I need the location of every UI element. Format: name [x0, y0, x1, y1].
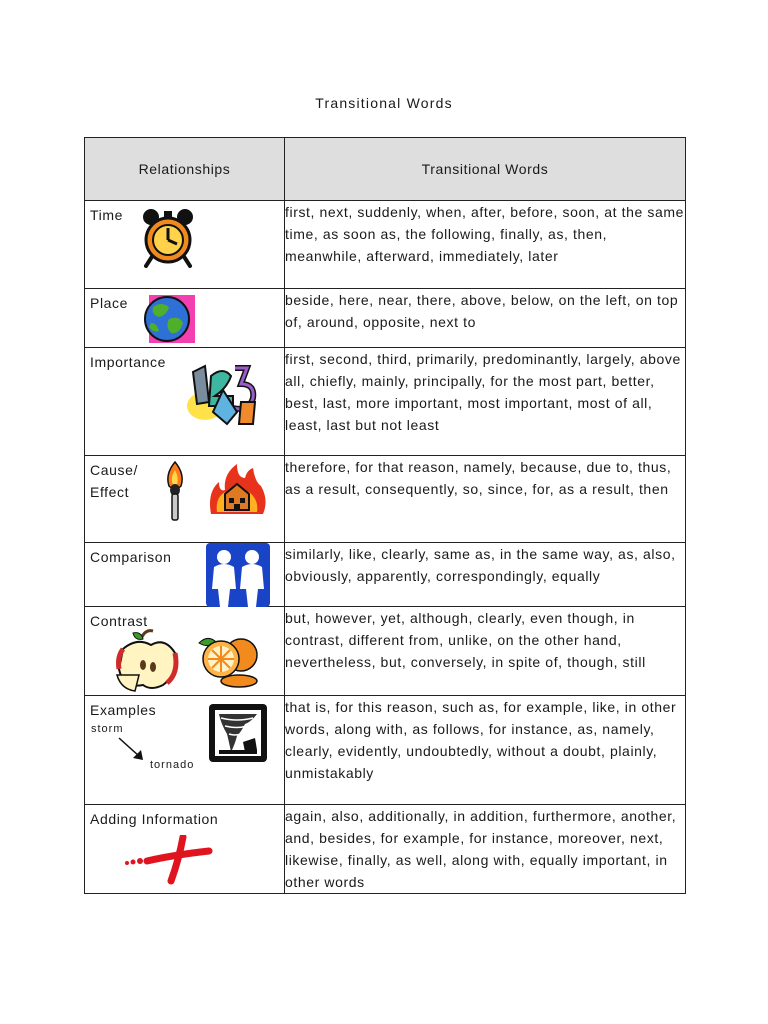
relationship-cell-place	[85, 289, 285, 348]
page-title: Transitional Words	[315, 95, 453, 111]
relationship-cell-time	[85, 201, 285, 289]
relationship-cell-examples	[85, 696, 285, 805]
transitional-words-cause-effect: therefore, for that reason, namely, because, due to, thus, as a result, consequently, so, since, for, as a result, then	[285, 456, 686, 543]
transitional-words-time: first, next, suddenly, when, after, before, soon, at the same time, as soon as, the following, finally, as, then, meanwhile, afterward, immediately, later	[285, 201, 686, 289]
relationship-cell-comparison	[85, 543, 285, 607]
plus-sign-icon	[121, 835, 213, 885]
match-icon	[161, 460, 189, 522]
example-note-tornado: tornado	[150, 759, 195, 771]
transitional-words-comparison: similarly, like, clearly, same as, in the same way, as, also, obviously, apparently, correspondingly, equally	[285, 543, 686, 607]
relationship-label: Contrast	[90, 613, 148, 629]
burning-house-icon	[207, 462, 267, 516]
header-transitional-words: Transitional Words	[285, 138, 686, 201]
alarm-clock-icon	[137, 207, 199, 269]
tornado-icon	[207, 702, 269, 764]
relationship-cell-importance	[85, 348, 285, 456]
transitional-words-contrast: but, however, yet, although, clearly, even though, in contrast, different from, unlike, on the other hand, nevertheless, but, conversely, in spite of, though, still	[285, 607, 686, 696]
relationship-cell-contrast	[85, 607, 285, 696]
globe-icon	[139, 293, 197, 345]
transitional-words-adding-information: again, also, additionally, in addition, furthermore, another, and, besides, for example, for instance, moreover, next, likewise, finally, as well, along with, equally important, in other words	[285, 805, 686, 894]
relationship-label: Adding Information	[90, 811, 219, 827]
relationship-cell-adding-information	[85, 805, 285, 894]
transitional-words-importance: first, second, third, primarily, predominantly, largely, above all, chiefly, mainly, principally, for the most part, better, best, last, more important, most important, most of all, least, last but not least	[285, 348, 686, 456]
relationship-label: Importance	[90, 354, 167, 370]
table-row	[85, 348, 686, 456]
relationship-label: Time	[90, 207, 123, 223]
table-row	[85, 805, 686, 894]
relationship-cell-cause-effect	[85, 456, 285, 543]
table-row	[85, 543, 686, 607]
table-row	[85, 201, 686, 289]
transitional-words-place: beside, here, near, there, above, below, on the left, on top of, around, opposite, next to	[285, 289, 686, 348]
apple-icon	[113, 629, 183, 693]
table-row	[85, 456, 686, 543]
transitional-words-examples: that is, for this reason, such as, for example, like, in other words, along with, as follows, for instance, as, namely, clearly, evidently, undoubtedly, without a doubt, plainly, unmistakably	[285, 696, 686, 805]
header-relationships: Relationships	[85, 138, 285, 201]
twin-people-icon	[206, 543, 270, 607]
table-header-row	[85, 138, 686, 201]
relationship-label: Cause/ Effect	[90, 462, 138, 500]
arrow-icon	[115, 734, 151, 764]
relationship-label: Place	[90, 295, 129, 311]
relationship-label: Examples	[90, 702, 157, 718]
orange-icon	[193, 633, 261, 691]
table-row	[85, 607, 686, 696]
table-row	[85, 696, 686, 805]
example-note-storm: storm	[91, 723, 124, 735]
relationship-label: Comparison	[90, 549, 172, 565]
numbers-icon	[183, 362, 261, 430]
table-row	[85, 289, 686, 348]
transitional-words-table	[84, 137, 686, 894]
